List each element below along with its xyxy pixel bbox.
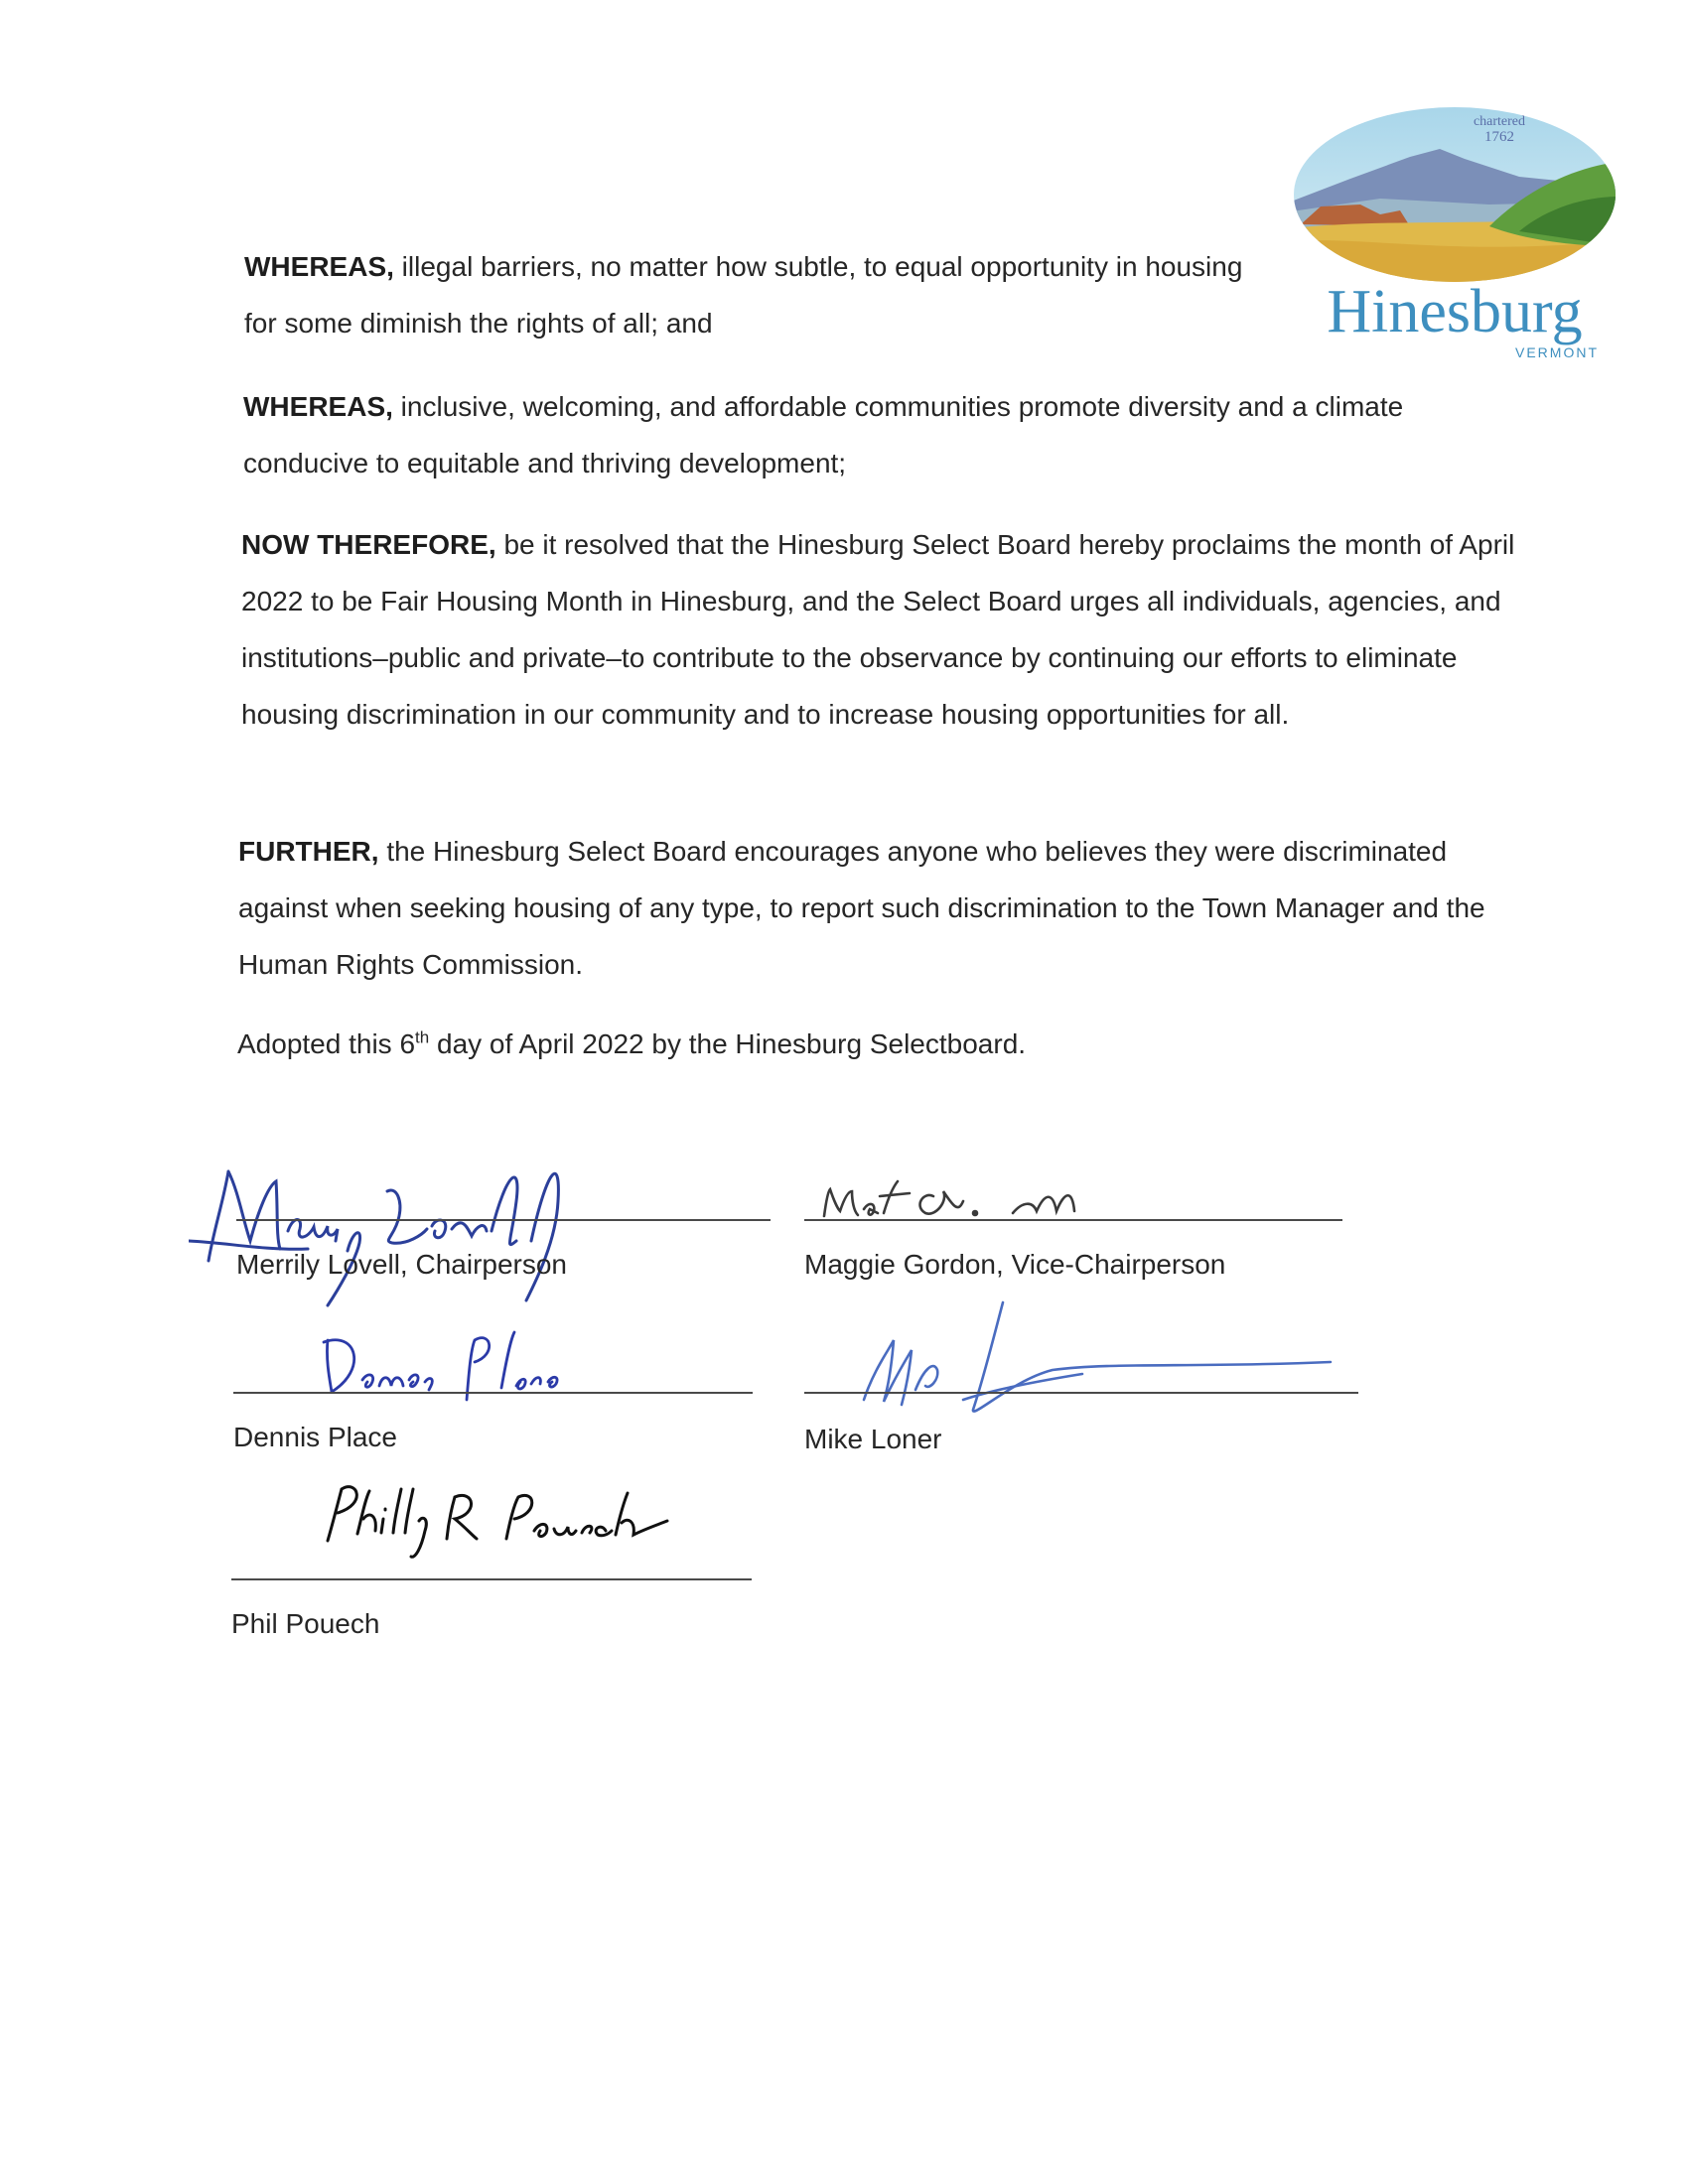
signature-line-lovell bbox=[236, 1219, 771, 1221]
logo-year: 1762 bbox=[1484, 129, 1514, 145]
adopted-suffix: day of April 2022 by the Hinesburg Selectboard. bbox=[429, 1028, 1027, 1059]
further-paragraph bbox=[238, 823, 1489, 993]
signer-name-place: Dennis Place bbox=[233, 1422, 397, 1452]
now-therefore-text: be it resolved that the Hinesburg Select Board hereby proclaims the month of April 2022 to be Fair Housing Month in Hinesburg, and the Select Board urges all individuals, agencies, and institutions–public and private–to contribute to the observance by continuing our efforts to eliminate housing discrimination in our community and to increase housing opportunities for all. bbox=[241, 529, 1515, 730]
further-text: the Hinesburg Select Board encourages anyone who believes they were discriminated against when seeking housing of any type, to report such discrimination to the Town Manager and the Human Rights Commission. bbox=[238, 836, 1485, 980]
signer-name-pouech: Phil Pouech bbox=[231, 1608, 380, 1639]
logo-town-name: Hinesburg bbox=[1327, 278, 1583, 345]
signer-name-gordon: Maggie Gordon, Vice-Chairperson bbox=[804, 1249, 1226, 1280]
further-keyword: FURTHER, bbox=[238, 836, 379, 867]
whereas-keyword-2: WHEREAS, bbox=[243, 391, 393, 422]
signature-dennis-place bbox=[318, 1320, 596, 1410]
whereas-text-1: illegal barriers, no matter how subtle, to equal opportunity in housing for some diminish the rights of all; and bbox=[244, 251, 1243, 339]
signature-line-pouech bbox=[231, 1578, 752, 1580]
adopted-superscript: th bbox=[415, 1027, 430, 1047]
logo-chartered: chartered bbox=[1473, 114, 1526, 129]
signer-name-loner: Mike Loner bbox=[804, 1424, 942, 1454]
whereas-paragraph-1 bbox=[244, 238, 1247, 351]
signature-phil-pouech bbox=[308, 1479, 675, 1559]
signature-line-place bbox=[233, 1392, 753, 1394]
now-therefore-paragraph bbox=[241, 516, 1522, 743]
signature-maggie-gordon bbox=[814, 1171, 1182, 1231]
adopted-prefix: Adopted this 6 bbox=[237, 1028, 416, 1059]
signature-mike-loner bbox=[854, 1291, 1340, 1430]
signature-merrily-lovell bbox=[189, 1132, 626, 1310]
signature-line-gordon bbox=[804, 1219, 1342, 1221]
now-therefore-keyword: NOW THEREFORE, bbox=[241, 529, 496, 560]
hinesburg-logo bbox=[1291, 107, 1618, 369]
signer-name-lovell: Merrily Lovell, Chairperson bbox=[236, 1249, 568, 1280]
logo-state: VERMONT bbox=[1515, 344, 1599, 360]
adopted-statement bbox=[237, 1016, 1429, 1072]
whereas-keyword-1: WHEREAS, bbox=[244, 251, 394, 282]
signature-line-loner bbox=[804, 1392, 1358, 1394]
whereas-text-2: inclusive, welcoming, and affordable communities promote diversity and a climate conducive to equitable and thriving development; bbox=[243, 391, 1404, 478]
whereas-paragraph-2 bbox=[243, 378, 1514, 491]
